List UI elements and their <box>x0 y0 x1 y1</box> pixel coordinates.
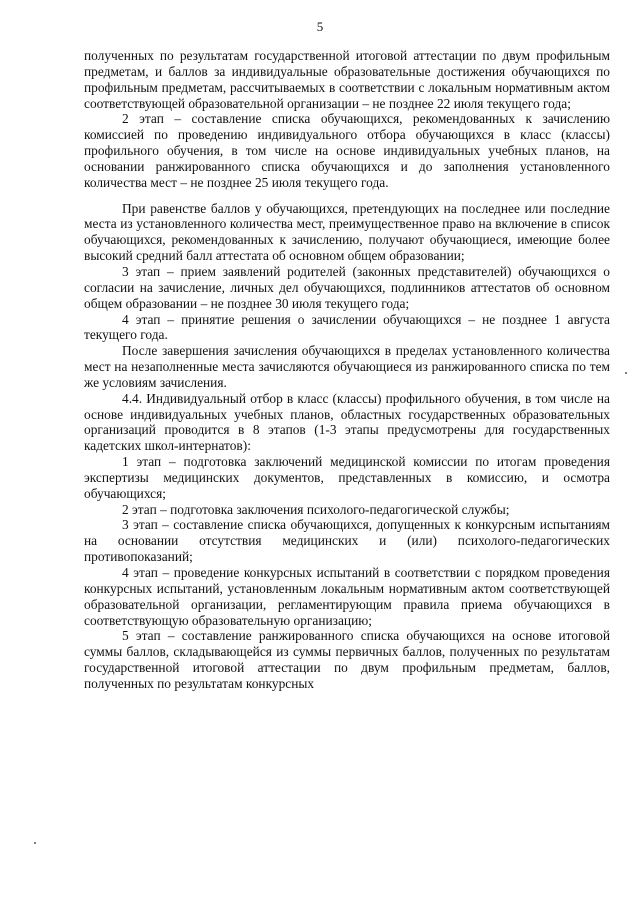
paragraph-stage-3: 3 этап – прием заявлений родителей (законных представителей) обучающихся о согласии на зачисление, личных дел обучающихся, подлинников аттестатов об основном общем образовании – не позднее 30 июля текущего года; <box>84 263 610 311</box>
paragraph-continuation: полученных по результатам государственной итоговой аттестации по двум профильным предметам, и баллов за индивидуальные образовательные достижения обучающихся по профильным предметам, рассчитываемых в соответствии с локальным нормативным актом соответствующей образовательной организации – не позднее 22 июля текущего года; <box>84 48 610 111</box>
paragraph-stage-4: 4 этап – принятие решения о зачислении обучающихся – не позднее 1 августа текущего года. <box>84 311 610 343</box>
paragraph-selection-stage-3: 3 этап – составление списка обучающихся, допущенных к конкурсным испытаниям на основании отсутствия медицинских и (или) психолого-педагогических противопоказаний; <box>84 517 610 565</box>
paragraph-selection-stage-4: 4 этап – проведение конкурсных испытаний в соответствии с порядком проведения конкурсных испытаний, установленным локальным нормативным актом соответствующей образовательной организации, регламентирующим правила приема обучающихся в соответствующую образовательную организацию; <box>84 565 610 628</box>
paragraph-equal-scores: При равенстве баллов у обучающихся, претендующих на последнее или последние места из установленного количества мест, преимущественное право на включение в список обучающихся, рекомендованных к зачислению, получают обучающиеся, имеющие более высокий средний балл аттестата об основном общем образовании; <box>84 200 610 264</box>
document-body <box>84 48 610 692</box>
paragraph-selection-stage-5: 5 этап – составление ранжированного списка обучающихся на основе итоговой суммы баллов, складывающейся из суммы первичных баллов, полученных по результатам государственной итоговой аттестации по двум профильным предметам, баллов, полученных по результатам конкурсных <box>84 628 610 691</box>
scan-speck <box>625 372 627 374</box>
scan-speck <box>34 842 36 844</box>
page-number: 5 <box>316 19 324 34</box>
paragraph-selection-stage-2: 2 этап – подготовка заключения психолого-педагогической службы; <box>122 501 510 517</box>
paragraph-stage-2: 2 этап – составление списка обучающихся, рекомендованных к зачислению комиссией по проведению индивидуального отбора обучающихся в класс (классы) профильного обучения, в том числе на основе индивидуальных учебных планов, на основании ранжированного списка обучающихся и до заполнения установленного количества мест – не позднее 25 июля текущего года. <box>84 111 610 190</box>
paragraph-section-4-4: 4.4. Индивидуальный отбор в класс (классы) профильного обучения, в том числе на основе индивидуальных учебных планов, областных государственных образовательных организаций проводится в 8 этапов (1-3 этапы предусмотрены для государственных кадетских школ-интернатов): <box>84 390 610 454</box>
paragraph-after-enrollment: После завершения зачисления обучающихся в пределах установленного количества мест на незаполненные места зачисляются обучающиеся из ранжированного списка по тем же условиям зачисления. <box>84 343 610 390</box>
paragraph-selection-stage-1: 1 этап – подготовка заключений медицинской комиссии по итогам проведения экспертизы медицинских документов, представленных в комиссию, и осмотра обучающихся; <box>84 454 610 501</box>
